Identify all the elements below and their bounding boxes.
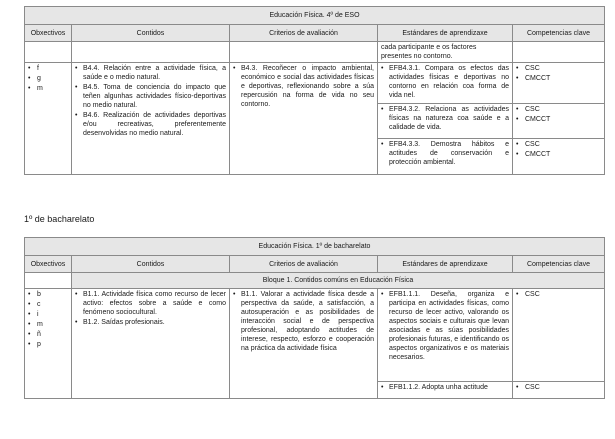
competencias-cell-empty [513,42,605,63]
header-obxectivos: Obxectivos [25,256,72,273]
standard-carryover: cada participante e os factores presentes no contorno. [378,42,513,63]
header-estandares: Estándares de aprendizaxe [378,256,513,273]
header-obxectivos: Obxectivos [25,25,72,42]
competencias-cell [513,104,605,139]
table-title: Educación Física. 1º de bacharelato [25,238,605,256]
curriculum-table-bacharelato [24,237,605,399]
bloque-empty-cell [25,273,72,289]
criteria-item: • B4.3. Recoñecer o impacto ambiental, económico e social das actividades físicas e deportivas, reflexionando sobre a súa repercusión na forma de vida no seu contorno. [233,64,374,109]
standard-item: • EFB1.1.1. Deseña, organiza e participa en actividades físicas, como recurso de lecer activo, valorando os aspectos sociais e culturais que levan asociadas e as súas posibilidades profesionais futuras, e identificando os aspectos organizativos e os materiais necesarios. [381,290,509,362]
objective-item: • c [28,300,68,309]
section-heading: 1º de bacharelato [24,214,95,224]
criteria-cell [230,289,378,399]
standard-cell [378,63,513,104]
curriculum-table-4eso [24,6,605,175]
standard-item: • EFB4.3.2. Relaciona as actividades físicas na natureza coa saúde e a calidade de vida. [381,105,509,132]
competencia-item: • CMCCT [516,115,601,124]
competencia-item: • CSC [516,290,601,299]
header-competencias: Competencias clave [513,25,605,42]
header-contidos: Contidos [72,256,230,273]
header-criterios: Criterios de avaliación [230,256,378,273]
competencia-item: • CSC [516,140,601,149]
competencias-cell [513,382,605,399]
objective-item: • ñ [28,330,68,339]
objective-item: • f [28,64,68,73]
header-contidos: Contidos [72,25,230,42]
contents-cell [72,289,230,399]
competencias-cell [513,289,605,382]
competencia-item: • CMCCT [516,150,601,159]
content-item: • B4.5. Toma de conciencia do impacto que teñen algunhas actividades físico-deportivas no medio natural. [75,83,226,110]
standard-item: • EFB1.1.2. Adopta unha actitude [381,383,509,392]
competencia-item: • CMCCT [516,74,601,83]
standard-cell [378,139,513,175]
header-estandares: Estándares de aprendizaxe [378,25,513,42]
criteria-cell [230,63,378,175]
objective-item: • i [28,310,68,319]
objectives-cell [25,63,72,175]
standard-cell [378,382,513,399]
content-item: • B4.6. Realización de actividades deportivas e/ou recreativas, preferentemente desenvolvidas no medio natural. [75,111,226,138]
competencia-item: • CSC [516,64,601,73]
table-title: Educación Física. 4º de ESO [25,7,605,25]
header-competencias: Competencias clave [513,256,605,273]
contents-cell [72,63,230,175]
content-item: • B4.4. Relación entre a actividade física, a saúde e o medio natural. [75,64,226,82]
objectives-cell [25,289,72,399]
competencias-cell [513,63,605,104]
standard-item: • EFB4.3.3. Demostra hábitos e actitudes de conservación e protección ambiental. [381,140,509,167]
objective-item: • m [28,84,68,93]
objectives-cell-empty [25,42,72,63]
contents-cell-empty [72,42,230,63]
standard-cell [378,104,513,139]
objective-item: • m [28,320,68,329]
header-criterios: Criterios de avaliación [230,25,378,42]
standard-item: • EFB4.3.1. Compara os efectos das actividades físicas e deportivas no contorno en relación coa forma de vida nel. [381,64,509,100]
bloque-title: Bloque 1. Contidos comúns en Educación Física [72,273,605,289]
competencia-item: • CSC [516,383,601,392]
criteria-cell-empty [230,42,378,63]
competencias-cell [513,139,605,175]
objective-item: • b [28,290,68,299]
content-item: • B1.1. Actividade física como recurso de lecer activo: efectos sobre a saúde e como fenómeno sociocultural. [75,290,226,317]
objective-item: • g [28,74,68,83]
content-item: • B1.2. Saídas profesionais. [75,318,226,327]
competencia-item: • CSC [516,105,601,114]
standard-cell [378,289,513,382]
objective-item: • p [28,340,68,349]
criteria-item: • B1.1. Valorar a actividade física desde a perspectiva da saúde, a satisfacción, a autosuperación e as posibilidades de interacción social e de perspectiva profesional, adoptando actitudes de interese, respecto, esforzo e cooperación na práctica da actividade física [233,290,374,353]
